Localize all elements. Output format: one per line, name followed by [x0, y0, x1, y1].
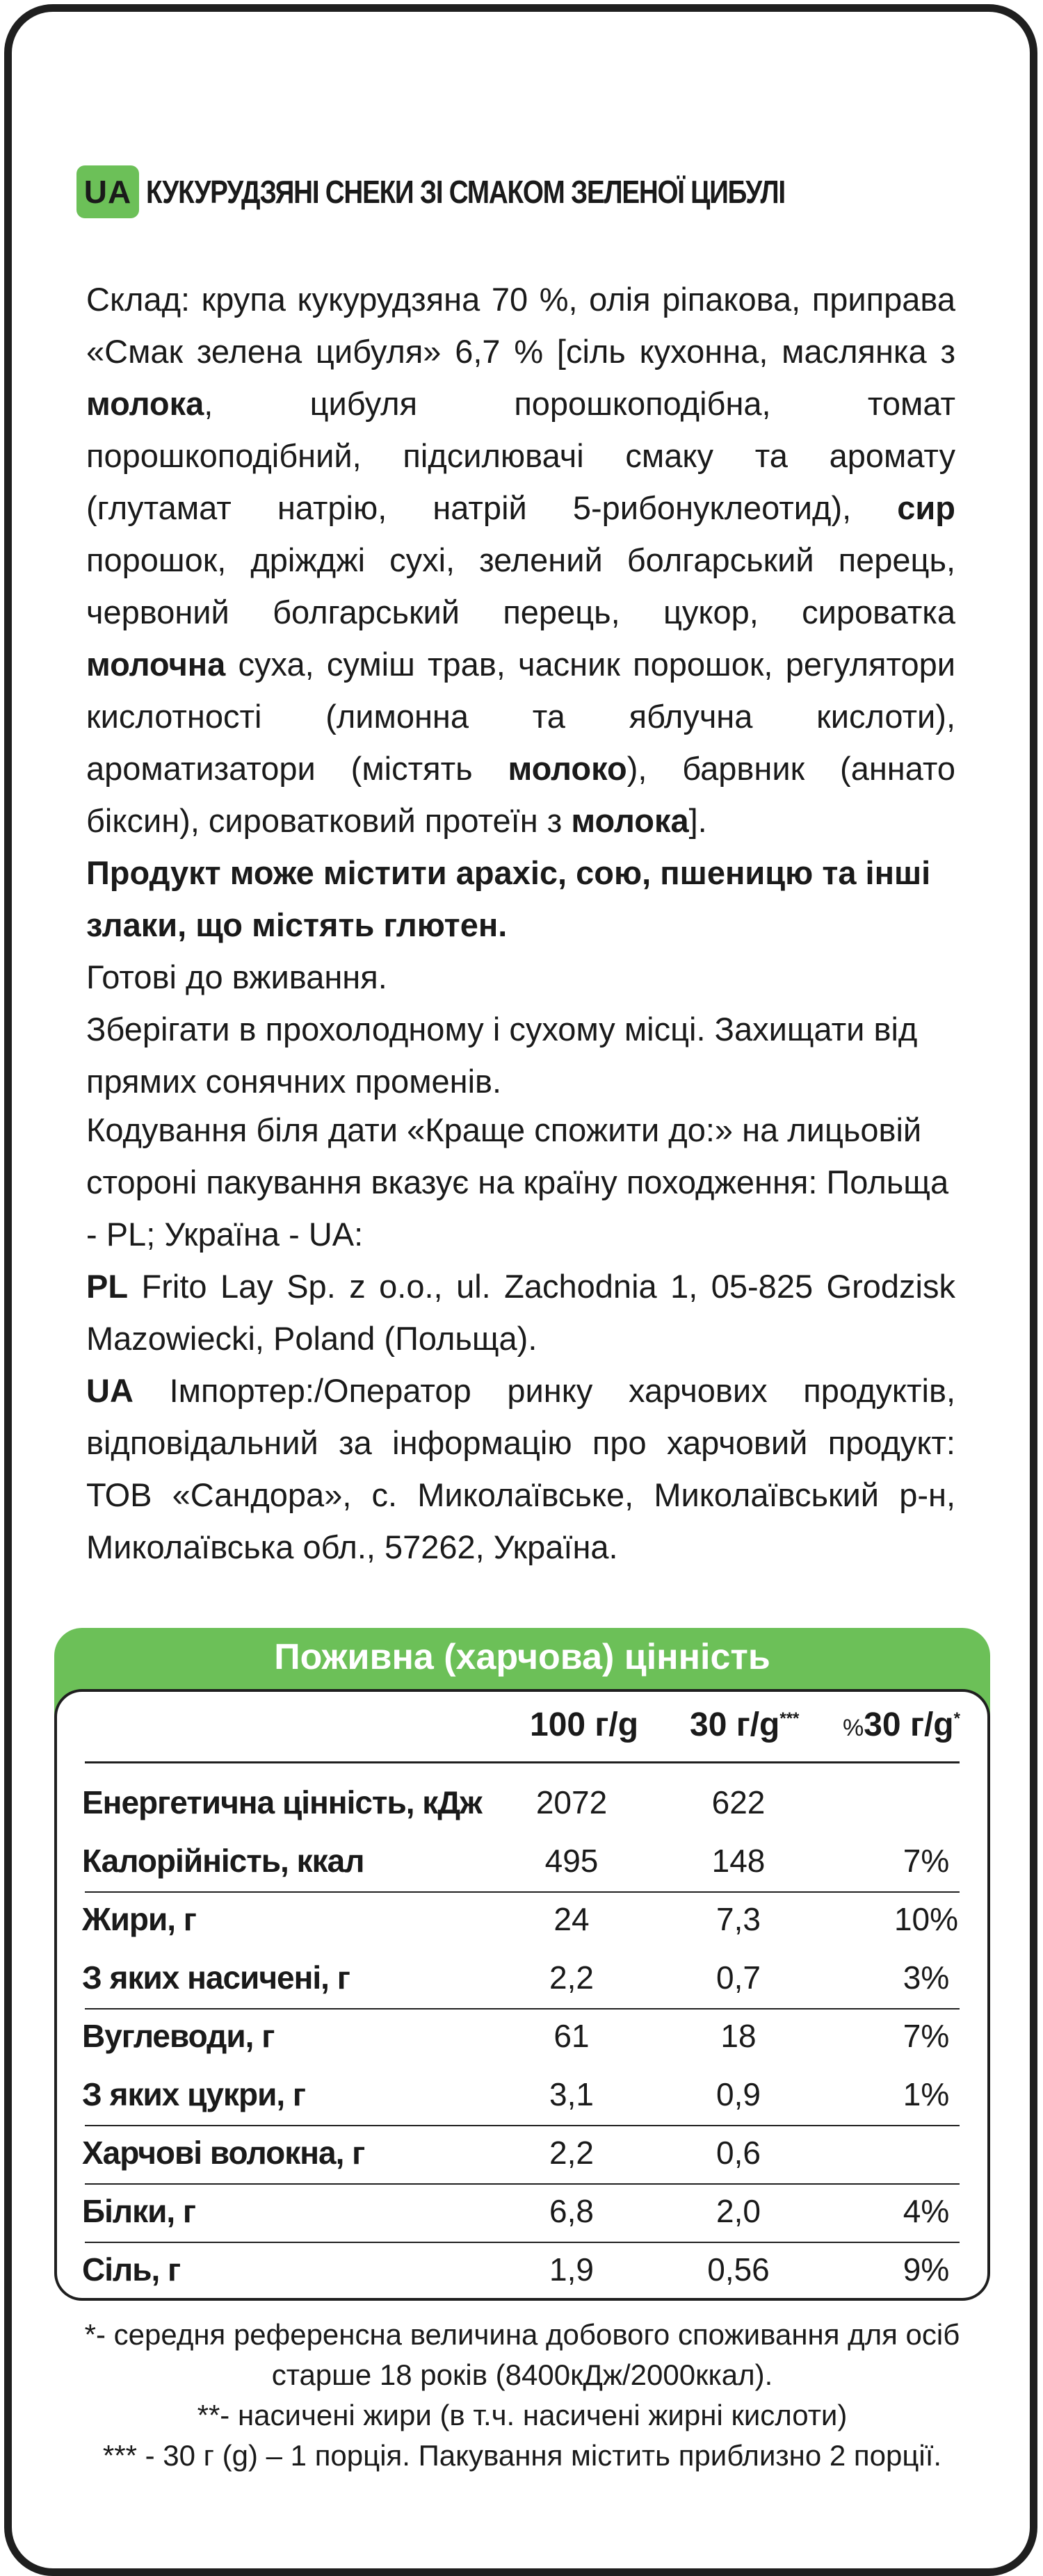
value-100g: 3,1: [549, 2076, 594, 2112]
ingredients-part: суха, суміш трав, часник порошок, регулятори кислотності (лимонна та яблучна кислоти), ароматизатори (містять: [86, 646, 955, 787]
nutrient-label: Калорійність, ккал: [82, 1843, 364, 1879]
product-title-row: [76, 165, 907, 218]
footnote-1: *- середня референсна величина добового споживання для осіб старше 18 років (8400кДж/2000ккал).: [84, 2318, 960, 2391]
allergen-milk: молоко: [508, 750, 627, 787]
rule: [85, 2183, 960, 2185]
footnote-3: *** - 30 г (g) – 1 порція. Пакування містить приблизно 2 порції.: [102, 2439, 942, 2472]
table-row: [57, 2251, 987, 2309]
value-100g: 1,9: [549, 2251, 594, 2288]
value-30g: 2,0: [716, 2193, 761, 2229]
value-pct: 9%: [903, 2251, 950, 2288]
ua-code: UA: [86, 1372, 134, 1409]
value-pct: 7%: [903, 1843, 950, 1879]
value-pct: 10%: [894, 1901, 959, 1937]
value-100g: 2,2: [549, 1959, 594, 1996]
nutrition-table: [54, 1689, 990, 2301]
footnotes: [54, 2315, 990, 2476]
allergen-milk: молочна: [86, 646, 226, 683]
rule: [85, 1761, 960, 1763]
value-30g: 0,6: [716, 2135, 761, 2171]
rule: [85, 1891, 960, 1893]
value-30g: 18: [720, 2018, 757, 2054]
table-row: [57, 2017, 987, 2076]
col-30g-label: 30 г/g: [690, 1706, 780, 1743]
footnote-2: **- насичені жири (в т.ч. насичені жирні кислоти): [197, 2399, 848, 2431]
ua-text: Імпортер:/Оператор ринку харчових продуктів, відповідальний за інформацію про харчовий продукт: ТОВ «Сандора», с. Миколаївське, Миколаївський р-н, Миколаївська обл., 57262, Україна.: [86, 1372, 955, 1565]
nutrient-label: Білки, г: [82, 2193, 196, 2229]
rule: [85, 2242, 960, 2243]
ingredients-part: порошок, дріжджі сухі, зелений болгарський перець, червоний болгарський перець, цукор, сироватка: [86, 541, 955, 630]
col-30g: [690, 1706, 799, 1744]
value-100g: 6,8: [549, 2193, 594, 2229]
nutrient-label: З яких насичені, г: [82, 1959, 350, 1996]
value-100g: 24: [553, 1901, 590, 1937]
value-30g: 0,56: [707, 2251, 770, 2288]
nutrient-label: З яких цукри, г: [82, 2076, 306, 2112]
allergen-cheese: сир: [897, 489, 955, 526]
ingredients-text: [86, 273, 955, 847]
value-pct: 4%: [903, 2193, 950, 2229]
table-row: [57, 1784, 987, 1842]
coding-text: Кодування біля дати «Краще спожити до:» на лицьовій стороні пакування вказує на країну походження: Польща - PL; Україна - UA:: [86, 1111, 949, 1253]
value-30g: 0,9: [716, 2076, 761, 2112]
value-pct: 3%: [903, 1959, 950, 1996]
ua-importer: [86, 1364, 955, 1573]
allergen-milk: молока: [86, 385, 204, 422]
pl-producer: [86, 1260, 955, 1364]
ingredients-part: , цибуля порошкоподібна, томат порошкоподібний, підсилювачі смаку та аромату (глутамат натрію, натрій 5-рибонуклеотид),: [86, 385, 955, 526]
storage-instructions: Зберігати в прохолодному і сухому місці. Захищати від прямих сонячних променів.: [86, 1011, 918, 1100]
value-pct: 7%: [903, 2018, 950, 2054]
col-pct-sup: *: [953, 1709, 960, 1728]
value-30g: 148: [711, 1843, 766, 1879]
value-100g: 495: [544, 1843, 599, 1879]
origin-block: [86, 1104, 955, 1573]
rule: [85, 2125, 960, 2126]
value-100g: 2,2: [549, 2135, 594, 2171]
col-100g: 100 г/g: [530, 1706, 639, 1743]
nutrition-title: Поживна (харчова) цінність: [274, 1637, 770, 1677]
col-pct: [843, 1706, 960, 1744]
ingredients-part: ), барвник (аннато біксин), сироватковий протеїн з: [86, 750, 955, 839]
value-30g: 7,3: [716, 1901, 761, 1937]
product-title: КУКУРУДЗЯНІ СНЕКИ ЗІ СМАКОМ ЗЕЛЕНОЇ ЦИБУЛІ: [146, 174, 785, 210]
ua-badge: UA: [76, 165, 139, 218]
nutrient-label: Вуглеводи, г: [82, 2018, 275, 2054]
col-30g-sup: ***: [779, 1709, 800, 1728]
nutrient-label: Харчові волокна, г: [82, 2135, 365, 2171]
allergen-milk: молока: [571, 802, 689, 839]
table-row: [57, 1900, 987, 1959]
nutrient-label: Сіль, г: [82, 2251, 181, 2288]
col-pct-sign: %: [843, 1715, 864, 1741]
pl-code: PL: [86, 1268, 129, 1305]
nutrient-label: Жири, г: [82, 1901, 196, 1937]
ingredients-block: [86, 273, 955, 1107]
value-100g: 61: [553, 2018, 590, 2054]
value-100g: 2072: [535, 1784, 608, 1820]
rule: [85, 2008, 960, 2010]
ingredients-part: Склад: крупа кукурудзяна 70 %, олія ріпакова, приправа «Смак зелена цибуля» 6,7 % [сіль кухонна, маслянка з: [86, 281, 955, 370]
allergen-warning: Продукт може містити арахіс, сою, пшеницю та інші злаки, що містять глютен.: [86, 854, 931, 943]
value-pct: 1%: [903, 2076, 950, 2112]
value-30g: 622: [711, 1784, 766, 1820]
value-30g: 0,7: [716, 1959, 761, 1996]
col-pct-label: 30 г/g: [864, 1706, 954, 1743]
ready-to-eat: Готові до вживання.: [86, 959, 387, 995]
pl-text: Frito Lay Sp. z o.o., ul. Zachodnia 1, 05-825 Grodzisk Mazowiecki, Poland (Польща).: [86, 1268, 955, 1357]
ingredients-part: ].: [688, 802, 707, 839]
nutrient-label: Енергетична цінність, кДж: [82, 1784, 482, 1820]
